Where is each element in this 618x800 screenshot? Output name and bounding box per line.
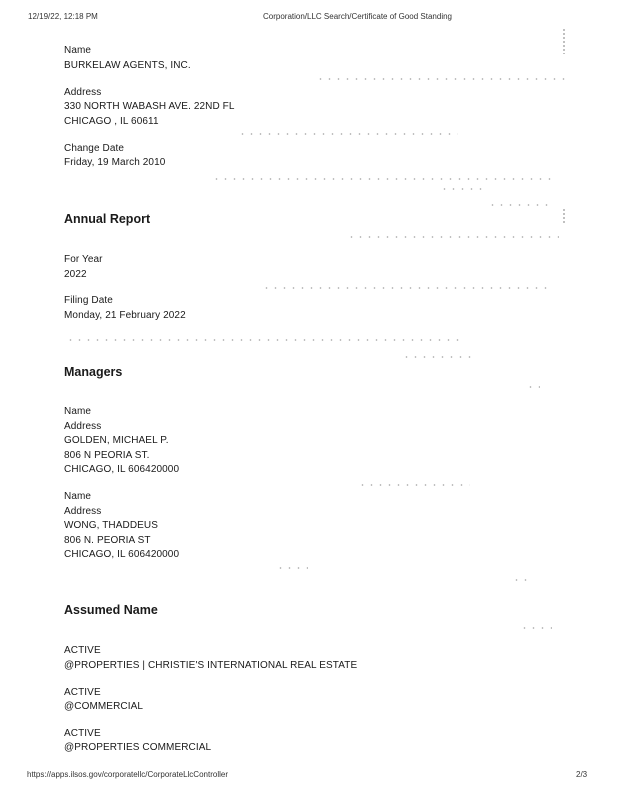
assumed-name-heading: Assumed Name: [64, 603, 158, 617]
print-title: Corporation/LLC Search/Certificate of Good Standing: [263, 12, 452, 21]
manager-name: WONG, THADDEUS: [64, 520, 158, 531]
for-year-label: For Year: [64, 254, 103, 265]
manager-address-line1: 806 N. PEORIA ST: [64, 535, 151, 546]
manager-address-line2: CHICAGO, IL 606420000: [64, 549, 180, 560]
assumed-name-status: ACTIVE: [64, 728, 101, 739]
manager-name: GOLDEN, MICHAEL P.: [64, 435, 169, 446]
assumed-name-value: @PROPERTIES COMMERCIAL: [64, 742, 212, 753]
scan-artifact: [358, 484, 470, 486]
agent-address-label: Address: [64, 87, 102, 98]
agent-name: BURKELAW AGENTS, INC.: [64, 60, 191, 71]
scan-artifact: [440, 188, 488, 190]
scan-artifact: [526, 386, 540, 388]
scan-artifact: [488, 204, 550, 206]
manager-address-label: Address: [64, 506, 102, 517]
annual-report-heading: Annual Report: [64, 212, 151, 226]
for-year: 2022: [64, 269, 87, 280]
manager-name-label: Name: [64, 406, 92, 417]
assumed-name-value: @COMMERCIAL: [64, 701, 144, 712]
scan-artifact: [520, 627, 552, 629]
filing-date-label: Filing Date: [64, 295, 113, 306]
print-datetime: 12/19/22, 12:18 PM: [28, 12, 98, 21]
scan-artifact: [402, 356, 472, 358]
scan-artifact: [238, 133, 458, 135]
scan-artifact: [262, 287, 547, 289]
filing-date: Monday, 21 February 2022: [64, 310, 186, 321]
agent-name-label: Name: [64, 45, 92, 56]
manager-address-line2: CHICAGO, IL 606420000: [64, 464, 180, 475]
manager-name-label: Name: [64, 491, 92, 502]
scan-artifact: [316, 78, 566, 80]
scan-artifact: [276, 567, 308, 569]
assumed-name-status: ACTIVE: [64, 645, 101, 656]
assumed-name-status: ACTIVE: [64, 687, 101, 698]
scan-artifact: [512, 579, 530, 581]
manager-address-label: Address: [64, 421, 102, 432]
scan-artifact: [563, 28, 565, 54]
scan-artifact: [347, 236, 559, 238]
print-url: https://apps.ilsos.gov/corporatellc/CorporateLlcController: [27, 770, 228, 779]
change-date-label: Change Date: [64, 143, 125, 154]
page-number: 2/3: [576, 770, 588, 779]
agent-address-line2: CHICAGO , IL 60611: [64, 116, 159, 127]
assumed-name-value: @PROPERTIES | CHRISTIE'S INTERNATIONAL REAL ESTATE: [64, 660, 358, 671]
scan-artifact: [212, 178, 557, 180]
manager-address-line1: 806 N PEORIA ST.: [64, 450, 150, 461]
scan-artifact: [66, 339, 462, 341]
scan-artifact: [563, 208, 565, 224]
agent-address-line1: 330 NORTH WABASH AVE. 22ND FL: [64, 101, 235, 112]
change-date: Friday, 19 March 2010: [64, 157, 166, 168]
managers-heading: Managers: [64, 365, 123, 379]
